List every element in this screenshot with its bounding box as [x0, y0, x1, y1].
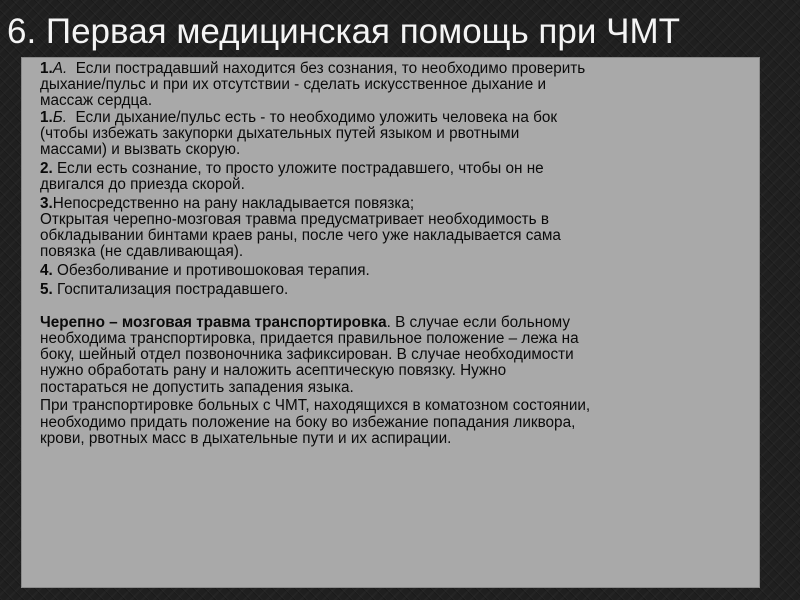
text-line [40, 196, 752, 212]
text-line [40, 110, 752, 126]
slide-title: 6. Первая медицинская помощь при ЧМТ [7, 12, 680, 51]
text-line: боку, шейный отдел позвоночника зафиксирован. В случае необходимости [40, 346, 574, 364]
line-text: Обезболивание и противошоковая терапия. [52, 261, 370, 279]
text-line: При транспортировке больных с ЧМТ, находящихся в коматозном состоянии, [40, 397, 591, 415]
step-3-paragraph [40, 196, 752, 261]
text-line: повязка (не сдавливающая). [40, 243, 244, 261]
line-text: Если есть сознание, то просто уложите пострадавшего, чтобы он не [52, 159, 544, 177]
step-letter: А. [52, 60, 68, 77]
text-line [40, 61, 752, 77]
text-line [40, 315, 752, 331]
coma-transport-paragraph [40, 398, 752, 447]
text-line: необходимо придать положение на боку во избежание попадания ликвора, [40, 413, 576, 431]
text-line: массаж сердца. [40, 92, 153, 110]
text-line: Открытая черепно-мозговая травма предусматривает необходимость в [40, 210, 549, 228]
text-line: двигался до приезда скорой. [40, 175, 245, 193]
line-text: Если пострадавший находится без сознания, то необходимо проверить [67, 60, 586, 77]
step-2-paragraph [40, 161, 752, 193]
step-number: 3. [40, 194, 53, 212]
text-line: массами) и вызвать скорую. [40, 141, 241, 159]
text-line [40, 263, 752, 279]
text-line: обкладывании бинтами краев раны, после чего уже накладывается сама [40, 227, 561, 245]
step-number: 1. [40, 108, 53, 126]
line-text: . В случае если больному [386, 313, 570, 331]
step-number: 4. [40, 261, 53, 279]
transport-paragraph [40, 315, 752, 396]
line-text: Госпитализация пострадавшего. [52, 280, 289, 298]
slide-body [40, 61, 752, 449]
text-line: крови, рвотных масс в дыхательные пути и их аспирации. [40, 429, 452, 447]
step-5-paragraph [40, 282, 752, 298]
step-1-paragraph [40, 61, 752, 158]
step-number: 5. [40, 280, 53, 298]
text-line: (чтобы избежать закупорки дыхательных путей языком и рвотными [40, 124, 520, 142]
transport-heading: Черепно – мозговая травма транспортировка [40, 313, 387, 331]
text-line [40, 282, 752, 298]
step-number: 1. [40, 60, 53, 77]
text-line: нужно обработать рану и наложить асептическую повязку. Нужно [40, 362, 507, 380]
step-4-paragraph [40, 263, 752, 279]
step-letter: Б. [52, 108, 67, 126]
text-line [40, 161, 752, 177]
text-line: дыхание/пульс и при их отсутствии - сделать искусственное дыхание и [40, 76, 547, 94]
text-line: постараться не допустить западения языка. [40, 378, 354, 396]
step-number: 2. [40, 159, 53, 177]
text-line: необходима транспортировка, придается правильное положение – лежа на [40, 330, 579, 348]
line-text: Непосредственно на рану накладывается повязка; [52, 194, 415, 212]
line-text: Если дыхание/пульс есть - то необходимо уложить человека на бок [66, 108, 558, 126]
